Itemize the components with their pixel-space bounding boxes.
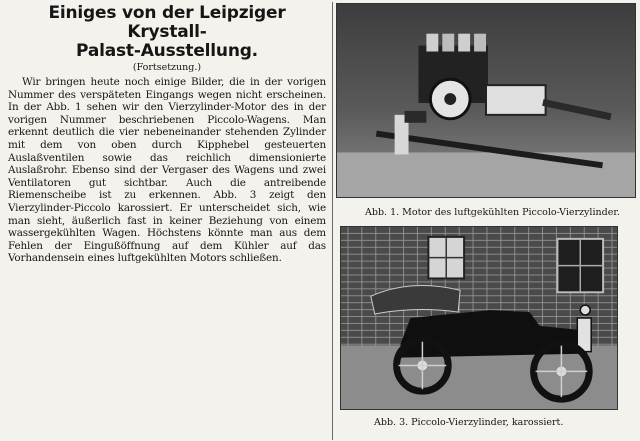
figure-1-caption: Abb. 1. Motor des luftgekühlten Piccolo-Vierzylinder. xyxy=(365,207,620,218)
article-body: Wir bringen heute noch einige Bilder, die in der vorigen Nummer des verspäteten Eingangs wegen nicht erscheinen. In der Abb. 1 sehen wir den Vierzylinder-Motor des in der vorigen Nummer beschriebenen Piccolo-Wagens. Man erkennt deutlich die vier nebeneinander stehenden Zylinder mit dem von oben durch Kipphebel gesteuerten Auslaßventilen sowie das reichlich dimensionierte Auslaßrohr. Ebenso sind der Vergaser des Wagens und zwei Ventilatoren gut sichtbar. Auch die antreibende Riemenscheibe ist zu erkennen. Abb. 3 zeigt den Vierzylinder-Piccolo karossiert. Er unterscheidet sich, wie man sieht, äußerlich fast in keiner Beziehung von einem wassergekühlten Wagen. Höchstens könnte man aus dem Fehlen der Eingußöffnung auf dem Kühler auf das Vorhandensein eines luftgekühlten Motors schließen. xyxy=(8,76,326,265)
engine-photo-image xyxy=(336,3,636,198)
article-title xyxy=(8,4,326,61)
continuation-note: (Fortsetzung.) xyxy=(132,62,202,73)
car-photo-image xyxy=(340,226,618,410)
column-divider xyxy=(332,2,333,440)
article-title-line-1: Einiges von der Leipziger Krystall- xyxy=(48,3,286,42)
article-column xyxy=(8,4,326,265)
figure-3-car-photo xyxy=(340,226,618,410)
article-title-line-2: Palast-Ausstellung. xyxy=(76,41,258,61)
figure-3-caption: Abb. 3. Piccolo-Vierzylinder, karossiert. xyxy=(374,417,564,428)
figure-1-engine-photo xyxy=(336,3,636,198)
